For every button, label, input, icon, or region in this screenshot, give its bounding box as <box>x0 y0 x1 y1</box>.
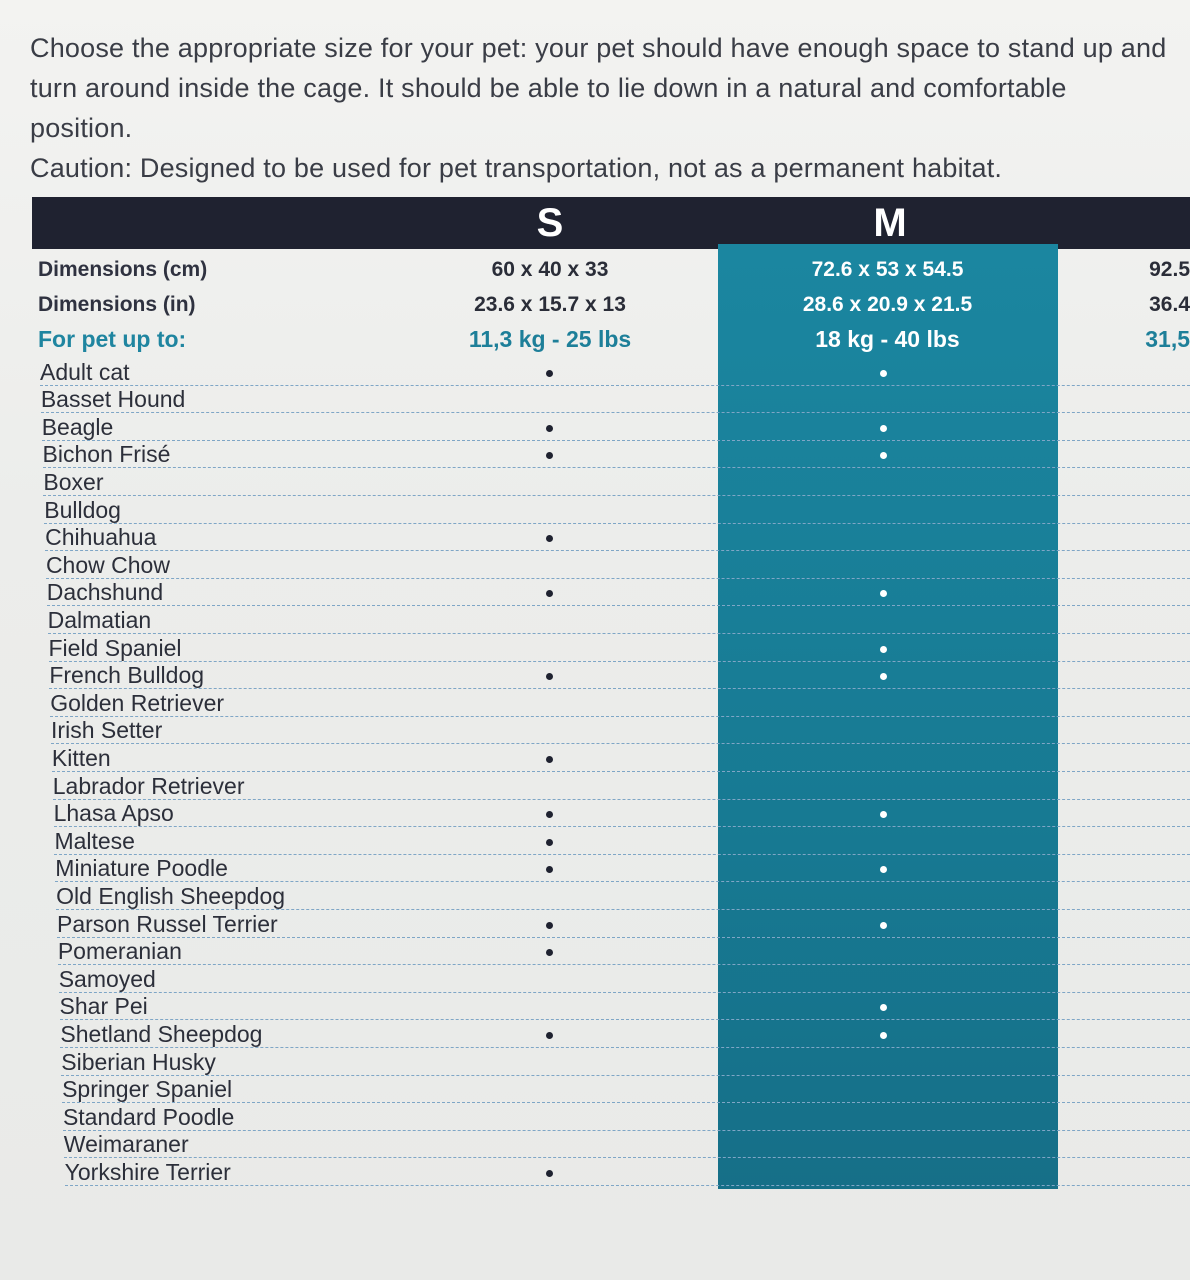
fit-dot-s <box>546 590 553 597</box>
intro-line-3: Caution: Designed to be used for pet transportation, not as a permanent habitat. <box>30 153 1003 183</box>
intro-line-1: Choose the appropriate size for your pet: your pet should have enough space to stand up and <box>30 33 1167 63</box>
breed-name: Bichon Frisé <box>42 441 171 468</box>
breed-row <box>0 413 1190 441</box>
spec-row-dimensions-in <box>0 287 1190 322</box>
breed-row <box>0 689 1190 717</box>
breed-name: Shar Pei <box>59 993 148 1020</box>
fit-dot-s <box>546 425 553 432</box>
spec-value-l: 36.4 <box>1149 293 1190 316</box>
breed-name: Siberian Husky <box>61 1048 216 1075</box>
breed-name: Parson Russel Terrier <box>57 910 278 937</box>
size-m-heading: M <box>873 201 907 245</box>
fit-dot-s <box>546 811 553 818</box>
breed-row <box>0 882 1190 910</box>
breed-name: Beagle <box>41 413 114 440</box>
spec-label: Dimensions (cm) <box>38 258 208 281</box>
breed-name: Labrador Retriever <box>52 772 245 799</box>
row-divider <box>65 1185 1190 1186</box>
fit-dot-m <box>880 866 887 873</box>
breed-row <box>0 358 1190 386</box>
breed-name: Field Spaniel <box>48 634 182 661</box>
fit-dot-m <box>880 646 887 653</box>
breed-row <box>0 827 1190 855</box>
breed-name: Lhasa Apso <box>53 800 174 827</box>
breed-name: Old English Sheepdog <box>56 882 286 909</box>
fit-dot-m <box>880 370 887 377</box>
spec-row-pet-weight <box>0 322 1190 357</box>
fit-dot-s <box>546 370 553 377</box>
breed-row <box>0 772 1190 800</box>
breed-name: Golden Retriever <box>50 689 225 716</box>
fit-dot-s <box>546 756 553 763</box>
fit-dot-m <box>880 590 887 597</box>
breed-name: Samoyed <box>58 965 156 992</box>
fit-dot-s <box>546 673 553 680</box>
breed-row <box>0 1131 1190 1159</box>
breed-row <box>0 662 1190 690</box>
breed-row <box>0 551 1190 579</box>
spec-row-dimensions-cm <box>0 252 1190 287</box>
breed-name: Standard Poodle <box>62 1103 235 1130</box>
spec-value-s: 23.6 x 15.7 x 13 <box>474 293 626 316</box>
spec-value-m: 28.6 x 20.9 x 21.5 <box>802 293 973 316</box>
breed-row <box>0 496 1190 524</box>
fit-dot-m <box>880 811 887 818</box>
spec-value-m: 72.6 x 53 x 54.5 <box>811 258 964 281</box>
spec-value-s: 60 x 40 x 33 <box>491 258 609 281</box>
breed-name: Chow Chow <box>45 551 170 578</box>
spec-value-l: 92.5 <box>1149 258 1190 281</box>
breed-name: Maltese <box>54 827 135 854</box>
breed-row <box>0 1076 1190 1104</box>
fit-dot-m <box>880 425 887 432</box>
breed-name: Dachshund <box>46 579 164 606</box>
breed-row <box>0 1158 1190 1186</box>
breed-name: Chihuahua <box>45 524 157 551</box>
fit-dot-s <box>546 839 553 846</box>
fit-dot-s <box>546 1170 553 1177</box>
breed-row <box>0 634 1190 662</box>
breed-name: Kitten <box>51 744 111 771</box>
fit-dot-s <box>546 866 553 873</box>
breed-name: Miniature Poodle <box>55 855 228 882</box>
breed-row <box>0 579 1190 607</box>
breed-name: Dalmatian <box>47 606 152 633</box>
breed-name: Basset Hound <box>40 386 186 413</box>
breed-name: Irish Setter <box>51 717 163 744</box>
breed-row <box>0 855 1190 883</box>
breed-row <box>0 606 1190 634</box>
breed-name: Pomeranian <box>57 938 182 965</box>
intro-line-2: turn around inside the cage. It should be able to lie down in a natural and comfortable position. <box>30 73 1067 143</box>
breed-row <box>0 524 1190 552</box>
breed-row <box>0 993 1190 1021</box>
fit-dot-s <box>546 535 553 542</box>
fit-dot-m <box>880 452 887 459</box>
breed-name: Weimaraner <box>63 1131 189 1158</box>
breed-row <box>0 744 1190 772</box>
breed-row <box>0 910 1190 938</box>
intro-text <box>30 28 1170 188</box>
fit-dot-m <box>880 922 887 929</box>
breed-name: Springer Spaniel <box>62 1076 233 1103</box>
breed-row <box>0 441 1190 469</box>
fit-dot-s <box>546 452 553 459</box>
breed-row <box>0 1048 1190 1076</box>
breed-row <box>0 717 1190 745</box>
fit-dot-m <box>880 673 887 680</box>
fit-dot-m <box>880 1032 887 1039</box>
breed-name: Yorkshire Terrier <box>64 1158 231 1185</box>
spec-value-m: 18 kg - 40 lbs <box>815 326 960 352</box>
fit-dot-s <box>546 949 553 956</box>
breed-name: Boxer <box>43 468 104 495</box>
spec-label: Dimensions (in) <box>38 293 196 316</box>
spec-value-l: 31,5 <box>1145 326 1190 352</box>
spec-value-s: 11,3 kg - 25 lbs <box>468 326 632 352</box>
fit-dot-s <box>546 922 553 929</box>
breed-row <box>0 938 1190 966</box>
fit-dot-m <box>880 1004 887 1011</box>
breed-row <box>0 1103 1190 1131</box>
breed-row <box>0 386 1190 414</box>
breed-name: Adult cat <box>40 358 130 385</box>
breed-row <box>0 468 1190 496</box>
breed-name: French Bulldog <box>49 662 205 689</box>
spec-label: For pet up to: <box>38 326 187 352</box>
breed-name: Shetland Sheepdog <box>60 1020 263 1047</box>
fit-dot-s <box>546 1032 553 1039</box>
breed-name: Bulldog <box>44 496 121 523</box>
breed-row <box>0 1020 1190 1048</box>
breed-row <box>0 965 1190 993</box>
size-s-heading: S <box>536 201 564 245</box>
breed-row <box>0 800 1190 828</box>
